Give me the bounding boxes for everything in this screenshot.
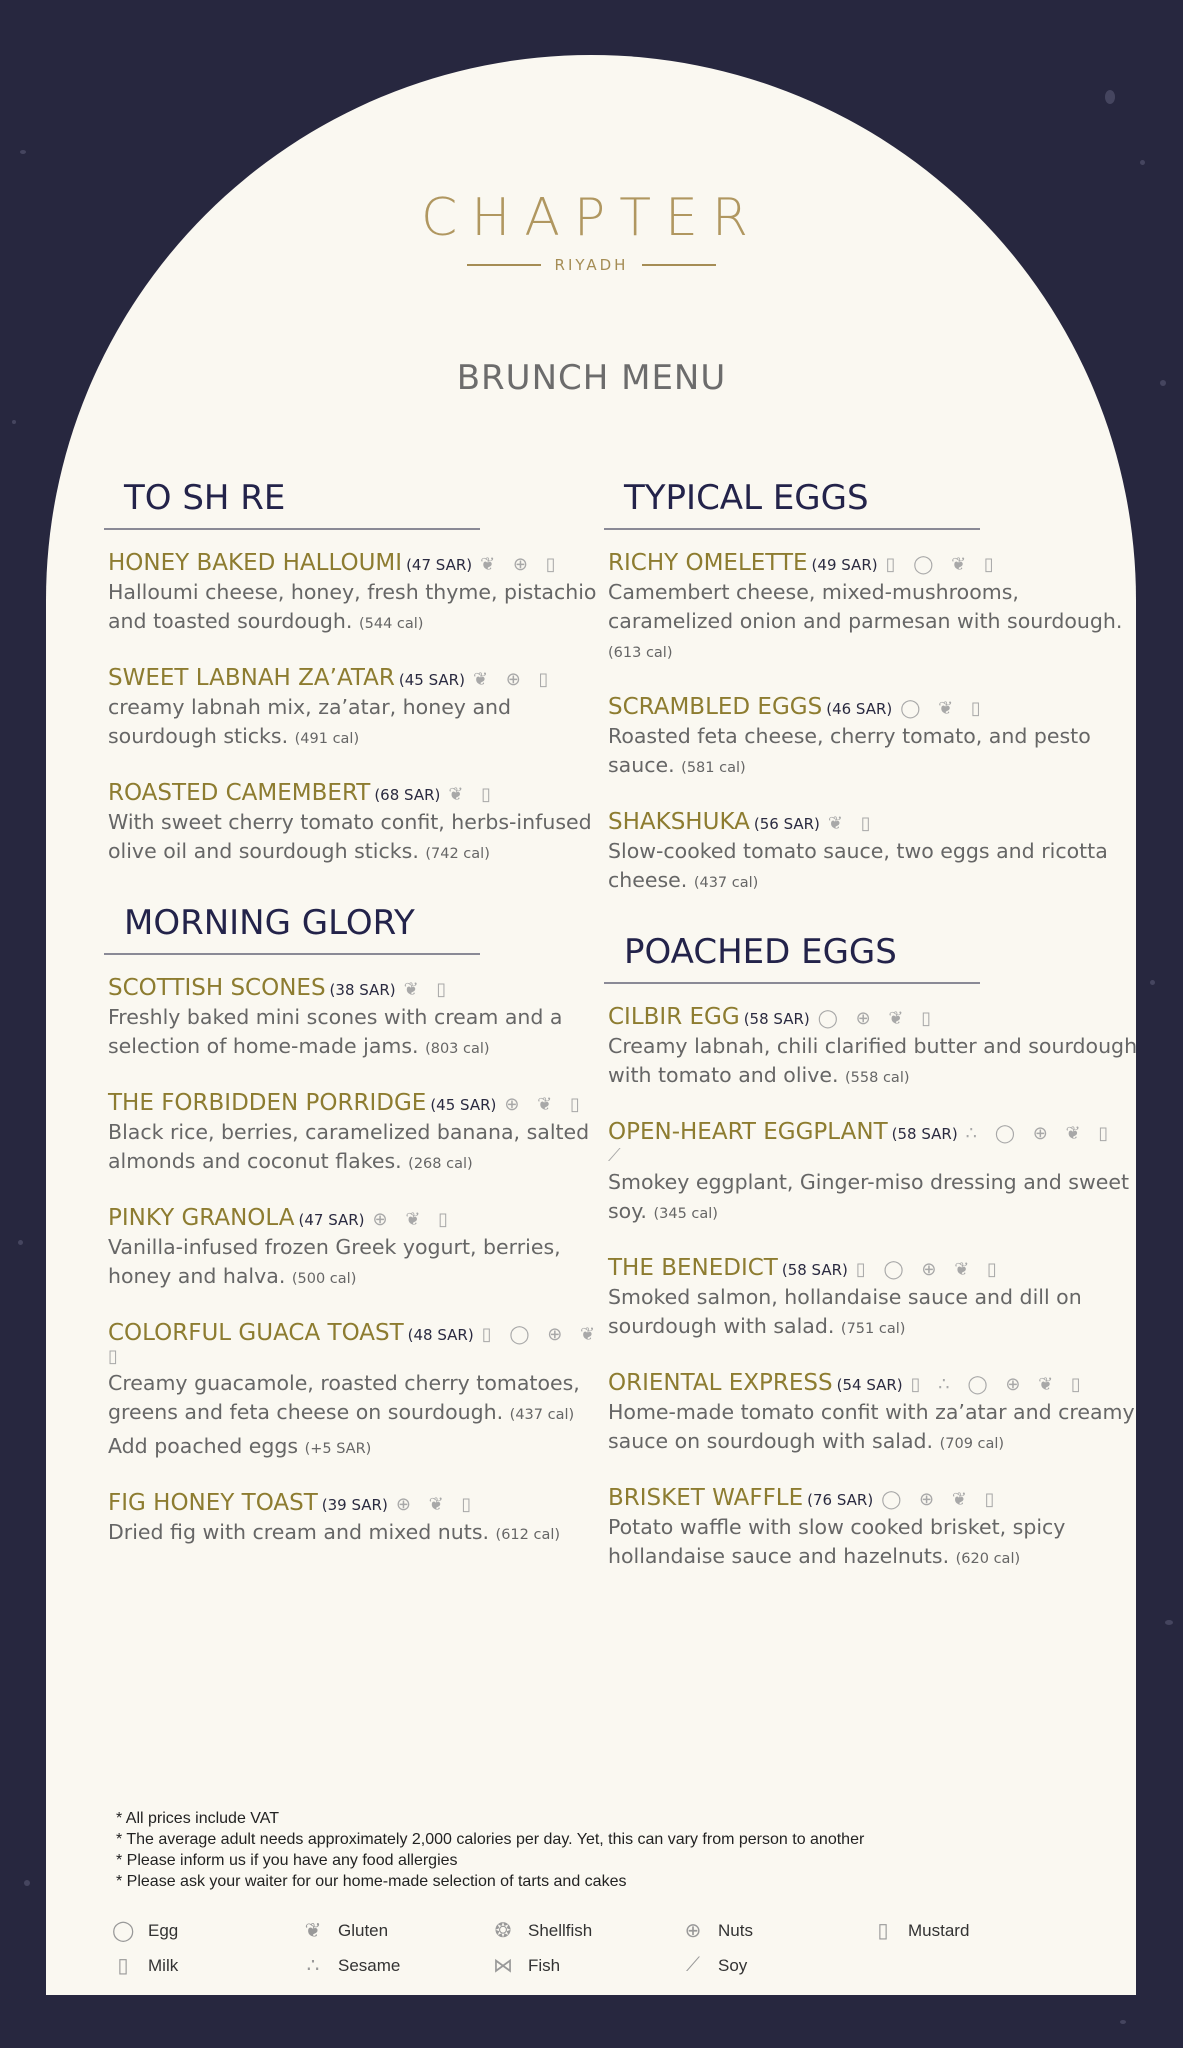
item-name: FIG HONEY TOAST xyxy=(108,1490,318,1516)
item-calories: (613 cal) xyxy=(608,645,673,661)
menu-item xyxy=(104,780,604,869)
legend-label: Soy xyxy=(718,1955,748,1975)
menu-item xyxy=(604,694,1144,783)
item-desc-text: Potato waffle with slow cooked brisket, spicy hollandaise sauce and hazelnuts. xyxy=(608,1515,1066,1568)
allergen-icons: ⊕ ❦ ▯ xyxy=(504,1094,586,1115)
allergen-icons: ∴ ◯ ⊕ ❦ ▯ ⟋ xyxy=(608,1123,1115,1166)
item-price: (47 SAR) xyxy=(406,556,473,574)
menu-item xyxy=(104,1090,604,1179)
note-line: * Please inform us if you have any food allergies xyxy=(116,1852,458,1869)
item-desc-text: Vanilla-infused frozen Greek yogurt, berries, honey and halva. xyxy=(108,1235,561,1288)
item-title-row xyxy=(608,1255,1144,1281)
item-description xyxy=(608,578,1144,668)
item-title-row xyxy=(108,665,604,691)
mustard-icon: ▯ xyxy=(877,1920,889,1942)
note-line: * The average adult needs approximately 2,000 calories per day. Yet, this can vary from person to another xyxy=(116,1831,865,1848)
item-price: (49 SAR) xyxy=(811,556,878,574)
item-calories: (491 cal) xyxy=(294,731,360,747)
item-name: ROASTED CAMEMBERT xyxy=(108,780,371,806)
legend-label: Gluten xyxy=(338,1920,389,1940)
item-name: THE FORBIDDEN PORRIDGE xyxy=(108,1090,427,1116)
item-name: COLORFUL GUACA TOAST xyxy=(108,1320,404,1346)
legend-label: Mustard xyxy=(908,1920,970,1940)
item-title-row xyxy=(108,550,604,576)
item-description xyxy=(608,1032,1144,1093)
menu-item xyxy=(104,665,604,754)
item-title-row xyxy=(608,809,1144,835)
allergen-icons: ⊕ ❦ ▯ xyxy=(395,1494,478,1515)
item-desc-text: Black rice, berries, caramelized banana, salted almonds and coconut flakes. xyxy=(108,1120,590,1173)
menu-item xyxy=(604,1255,1144,1344)
egg-icon: ◯ xyxy=(112,1920,135,1942)
item-price: (45 SAR) xyxy=(398,671,465,689)
item-name: RICHY OMELETTE xyxy=(608,550,808,576)
legend-label: Fish xyxy=(528,1955,561,1975)
gluten-icon: ❦ xyxy=(304,1920,322,1942)
item-description xyxy=(108,1233,604,1294)
item-desc-text: Halloumi cheese, honey, fresh thyme, pistachio and toasted sourdough. xyxy=(108,580,597,633)
item-name: BRISKET WAFFLE xyxy=(608,1485,804,1511)
item-calories: (437 cal) xyxy=(509,1407,575,1423)
menu-item xyxy=(104,550,604,639)
item-price: (45 SAR) xyxy=(430,1096,497,1114)
item-calories: (544 cal) xyxy=(358,616,424,632)
item-desc-text: Smoked salmon, hollandaise sauce and dill on sourdough with salad. xyxy=(608,1285,1082,1338)
menu-section xyxy=(104,903,604,1550)
legend-item xyxy=(302,1918,492,1943)
item-description xyxy=(108,1118,604,1179)
item-desc-text: Slow-cooked tomato sauce, two eggs and ricotta cheese. xyxy=(608,839,1108,892)
legend-label: Sesame xyxy=(338,1955,401,1975)
allergen-icons: ◯ ⊕ ❦ ▯ xyxy=(881,1489,1001,1510)
item-description xyxy=(108,808,604,869)
item-name: SHAKSHUKA xyxy=(608,809,750,835)
legend-label: Shellfish xyxy=(528,1920,593,1940)
item-price: (48 SAR) xyxy=(407,1326,474,1344)
item-calories: (345 cal) xyxy=(653,1206,718,1222)
menu-title: BRUNCH MENU xyxy=(456,358,727,398)
item-price: (39 SAR) xyxy=(321,1496,388,1514)
item-desc-text: Roasted feta cheese, cherry tomato, and pesto sauce. xyxy=(608,724,1091,777)
item-name: PINKY GRANOLA xyxy=(108,1205,295,1231)
legend-item xyxy=(112,1953,302,1978)
menu-item xyxy=(604,550,1144,668)
item-price: (58 SAR) xyxy=(743,1010,810,1028)
item-name: CILBIR EGG xyxy=(608,1004,740,1030)
item-description xyxy=(608,1168,1144,1229)
item-description xyxy=(608,837,1144,898)
item-name: SCRAMBLED EGGS xyxy=(608,694,823,720)
item-price: (58 SAR) xyxy=(781,1261,848,1279)
item-price: (56 SAR) xyxy=(753,815,820,833)
item-title-row xyxy=(608,1485,1144,1511)
item-description xyxy=(608,1513,1144,1574)
allergen-icons: ❦ ▯ xyxy=(403,979,453,1000)
item-desc-text: Creamy guacamole, roasted cherry tomatoes, greens and feta cheese on sourdough. xyxy=(108,1371,580,1424)
allergen-icons: ▯ ◯ ⊕ ❦ ▯ xyxy=(855,1259,1003,1280)
item-desc-text: Home-made tomato confit with za’atar and creamy sauce on sourdough with salad. xyxy=(608,1400,1135,1453)
allergen-icons: ❦ ⊕ ▯ xyxy=(480,554,562,575)
brand-location: RIYADH xyxy=(554,256,629,274)
note-line: * All prices include VAT xyxy=(116,1810,280,1827)
allergen-icons: ❦ ▯ xyxy=(448,784,498,805)
item-calories: (620 cal) xyxy=(955,1551,1021,1567)
item-calories: (268 cal) xyxy=(408,1156,473,1172)
allergen-icons: ▯ ◯ ❦ ▯ xyxy=(885,554,1000,575)
section-heading: MORNING GLORY xyxy=(104,903,480,955)
item-description xyxy=(608,1398,1144,1459)
item-title-row xyxy=(108,1320,604,1367)
section-heading: TO SH RE xyxy=(104,478,480,530)
item-calories: (803 cal) xyxy=(425,1041,490,1057)
menu-item xyxy=(604,809,1144,898)
menu-item xyxy=(604,1119,1144,1229)
item-title-row xyxy=(608,1004,1144,1030)
section-heading: TYPICAL EGGS xyxy=(604,478,980,530)
item-desc-text: Dried fig with cream and mixed nuts. xyxy=(108,1520,496,1544)
legend-item xyxy=(492,1918,682,1943)
item-title-row xyxy=(608,694,1144,720)
legend-item xyxy=(112,1918,302,1943)
legend-label: Milk xyxy=(148,1955,179,1975)
item-name: SWEET LABNAH ZA’ATAR xyxy=(108,665,395,691)
brand-name: CHAPTER xyxy=(420,188,763,248)
fish-icon: ⋈ xyxy=(493,1955,513,1977)
item-calories: (751 cal) xyxy=(840,1321,906,1337)
item-title-row xyxy=(608,1370,1144,1396)
item-desc-text: creamy labnah mix, za’atar, honey and sourdough sticks. xyxy=(108,695,512,748)
item-title-row xyxy=(608,1119,1144,1166)
item-name: THE BENEDICT xyxy=(608,1255,778,1281)
allergen-icons: ▯ ◯ ⊕ ❦ ▯ xyxy=(108,1324,602,1367)
item-price: (46 SAR) xyxy=(826,700,893,718)
item-desc-text: With sweet cherry tomato confit, herbs-infused olive oil and sourdough sticks. xyxy=(108,810,592,863)
legend-label: Egg xyxy=(148,1920,179,1940)
item-desc-text: Freshly baked mini scones with cream and a selection of home-made jams. xyxy=(108,1005,563,1058)
legend-item xyxy=(872,1918,992,1943)
soy-icon: ⟋ xyxy=(686,1954,700,1976)
right-column xyxy=(604,478,1144,1600)
note-line: * Please ask your waiter for our home-made selection of tarts and cakes xyxy=(116,1873,627,1890)
item-calories: (437 cal) xyxy=(693,875,759,891)
legend-item xyxy=(302,1953,492,1978)
item-price: (58 SAR) xyxy=(891,1125,958,1143)
shellfish-icon: ❂ xyxy=(494,1920,512,1942)
nuts-icon: ⊕ xyxy=(684,1920,702,1942)
item-title-row xyxy=(108,780,604,806)
item-calories: (742 cal) xyxy=(425,846,490,862)
menu-item xyxy=(604,1370,1144,1459)
item-title-row xyxy=(108,1490,604,1516)
item-price: (38 SAR) xyxy=(329,981,396,999)
menu-section xyxy=(604,932,1144,1574)
item-description xyxy=(108,578,604,639)
menu-item xyxy=(604,1004,1144,1093)
menu-item xyxy=(104,1320,604,1464)
brand-logo xyxy=(0,188,1183,274)
milk-icon: ▯ xyxy=(117,1955,129,1977)
item-price: (76 SAR) xyxy=(807,1491,874,1509)
item-name: SCOTTISH SCONES xyxy=(108,975,326,1001)
item-price: (54 SAR) xyxy=(836,1376,903,1394)
logo-divider xyxy=(467,264,541,266)
item-title-row xyxy=(108,1090,604,1116)
allergen-icons: ◯ ❦ ▯ xyxy=(900,698,987,719)
item-description xyxy=(108,693,604,754)
item-description xyxy=(108,1003,604,1064)
legend-label: Nuts xyxy=(718,1920,753,1940)
left-column xyxy=(104,478,604,1576)
item-calories: (558 cal) xyxy=(845,1070,910,1086)
footer-notes xyxy=(116,1808,864,1892)
item-title-row xyxy=(108,1205,604,1231)
item-name: HONEY BAKED HALLOUMI xyxy=(108,550,403,576)
menu-section xyxy=(104,478,604,869)
item-title-row xyxy=(608,550,1144,576)
menu-item xyxy=(604,1485,1144,1574)
menu-item xyxy=(104,1490,604,1550)
item-calories: (500 cal) xyxy=(291,1271,357,1287)
menu-item xyxy=(104,1205,604,1294)
item-desc-text: Creamy labnah, chili clarified butter and sourdough with tomato and olive. xyxy=(608,1034,1138,1087)
addon-price: (+5 SAR) xyxy=(304,1441,372,1457)
allergen-icons: ❦ ▯ xyxy=(827,813,877,834)
item-calories: (709 cal) xyxy=(939,1436,1005,1452)
allergen-icons: ◯ ⊕ ❦ ▯ xyxy=(817,1008,938,1029)
item-desc-text: Camembert cheese, mixed-mushrooms, caramelized onion and parmesan with sourdough. xyxy=(608,580,1123,633)
item-description xyxy=(108,1369,604,1430)
item-desc-text: Smokey eggplant, Ginger-miso dressing and sweet soy. xyxy=(608,1170,1129,1223)
item-description xyxy=(608,722,1144,783)
legend-item xyxy=(492,1953,682,1978)
item-calories: (581 cal) xyxy=(681,760,746,776)
sesame-icon: ∴ xyxy=(306,1955,320,1977)
allergen-legend xyxy=(112,1918,992,1978)
item-description xyxy=(608,1283,1144,1344)
item-description xyxy=(108,1518,604,1550)
item-addon xyxy=(108,1432,604,1464)
menu-item xyxy=(104,975,604,1064)
item-name: ORIENTAL EXPRESS xyxy=(608,1370,833,1396)
allergen-icons: ⊕ ❦ ▯ xyxy=(372,1209,455,1230)
logo-divider xyxy=(642,264,716,266)
legend-item xyxy=(682,1953,872,1978)
menu-section xyxy=(604,478,1144,898)
item-title-row xyxy=(108,975,604,1001)
item-name: OPEN-HEART EGGPLANT xyxy=(608,1119,888,1145)
item-calories: (612 cal) xyxy=(495,1527,561,1543)
item-price: (47 SAR) xyxy=(298,1211,365,1229)
allergen-icons: ❦ ⊕ ▯ xyxy=(472,669,555,690)
allergen-icons: ▯ ∴ ◯ ⊕ ❦ ▯ xyxy=(910,1374,1087,1395)
section-heading: POACHED EGGS xyxy=(604,932,980,984)
item-price: (68 SAR) xyxy=(374,786,441,804)
addon-text: Add poached eggs xyxy=(108,1434,305,1458)
legend-item xyxy=(682,1918,872,1943)
